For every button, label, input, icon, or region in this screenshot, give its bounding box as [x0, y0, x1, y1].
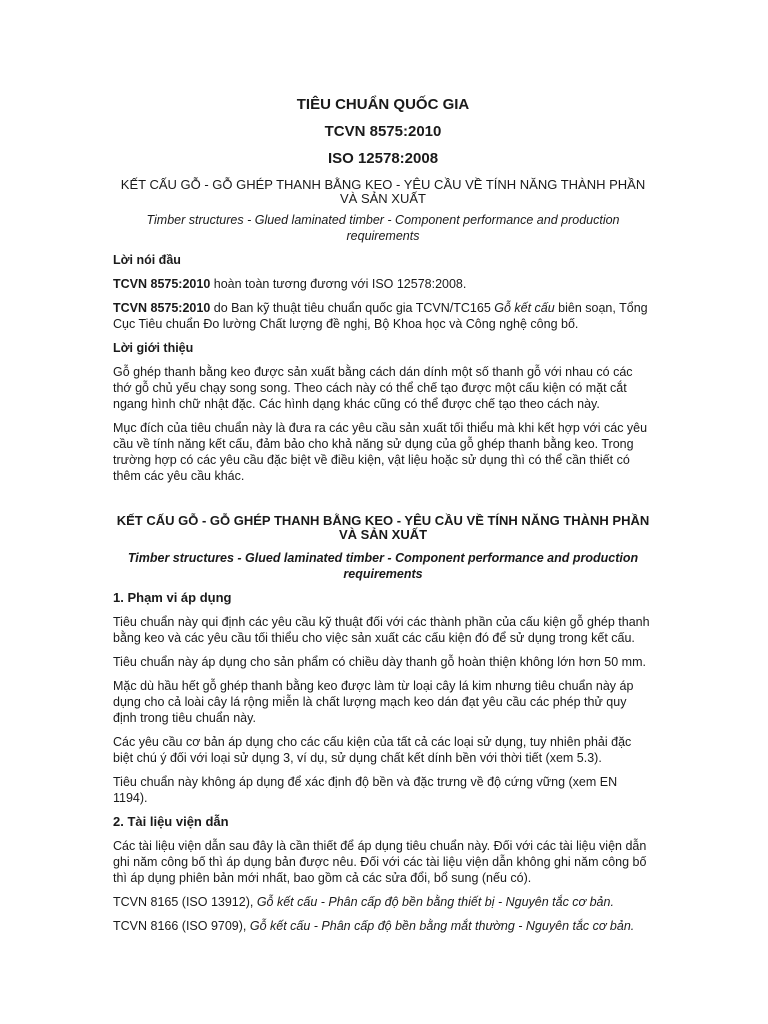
scope-heading: 1. Phạm vi áp dụng: [113, 590, 232, 605]
standard-title-vietnamese: KẾT CẤU GỖ - GỖ GHÉP THANH BẰNG KEO - YÊU CẦU VỀ TÍNH NĂNG THÀNH PHẦN VÀ SẢN XUẤT: [116, 513, 650, 542]
intro-heading: Lời giới thiệu: [113, 341, 194, 355]
references-paragraph-1: Các tài liệu viện dẫn sau đây là cần thiết để áp dụng tiêu chuẩn này. Đối với các tài liệu viện dẫn ghi năm công bố thì áp dụng bản được nêu. Đối với các tài liệu viện dẫn không ghi năm công bố thì áp dụng phiên bản mới nhất, bao gồm cả các sửa đổi, bổ sung (nếu có).: [113, 839, 647, 885]
reference-code-2: TCVN 8166 (ISO 9709),: [113, 919, 250, 933]
tcvn-code: TCVN 8575:2010: [324, 123, 442, 140]
reference-title-1: Gỗ kết cấu - Phân cấp độ bền bằng thiết bị - Nguyên tắc cơ bản.: [256, 895, 614, 909]
reference-item-1: [113, 894, 653, 910]
document-page: [113, 96, 653, 934]
foreword-paragraph-2: [113, 300, 653, 332]
scope-paragraph-2: Tiêu chuẩn này áp dụng cho sản phẩm có chiều dày thanh gỗ hoàn thiện không lớn hơn 50 mm.: [113, 655, 646, 669]
foreword-paragraph-1: [113, 276, 653, 292]
intro-paragraph-2: Mục đích của tiêu chuẩn này là đưa ra các yêu cầu sản xuất tối thiểu mà khi kết hợp với các yêu cầu về tính năng kết cấu, đảm bảo cho khả năng sử dụng của gỗ ghép thanh bằng keo. Trong trường hợp có các yêu cầu đặc biệt về điều kiện, vật liệu hoặc sử dụng thì có thể cần thiết có thêm các yêu cầu khác.: [113, 421, 648, 483]
intro-paragraph-1: Gỗ ghép thanh bằng keo được sản xuất bằng cách dán dính một số thanh gỗ với nhau có các thớ gỗ chủ yếu chạy song song. Theo cách này có thể chế tạo được một cấu kiện có mặt cắt ngang hình chữ nhật đặc. Các hình dạng khác cũng có thể được chế tạo theo cách này.: [113, 365, 633, 411]
foreword-code-2: TCVN 8575:2010: [113, 301, 211, 315]
scope-paragraph-3: Mặc dù hầu hết gỗ ghép thanh bằng keo được làm từ loại cây lá kim nhưng tiêu chuẩn này áp dụng cho cả loài cây lá rộng miễn là chất lượng mạch keo dán đạt yêu cầu các phép thử quy định trong tiêu chuẩn này.: [113, 679, 634, 725]
references-heading: 2. Tài liệu viện dẫn: [113, 814, 229, 829]
scope-paragraph-1: Tiêu chuẩn này qui định các yêu cầu kỹ thuật đối với các thành phần của cấu kiện gỗ ghép thanh bằng keo và các yêu cầu tối thiểu cho việc sản xuất các cấu kiện đó để sử dụng trong kết cấu.: [113, 615, 650, 645]
document-title: TIÊU CHUẨN QUỐC GIA: [296, 96, 470, 113]
reference-code-1: TCVN 8165 (ISO 13912),: [113, 895, 257, 909]
foreword-text-2a: do Ban kỹ thuật tiêu chuẩn quốc gia TCVN/TC165: [210, 301, 495, 315]
reference-item-2: [113, 918, 653, 934]
title-vietnamese: KẾT CẤU GỖ - GỖ GHÉP THANH BẰNG KEO - YÊU CẦU VỀ TÍNH NĂNG THÀNH PHẦN VÀ SẢN XUẤT: [120, 177, 646, 206]
scope-paragraph-4: Các yêu cầu cơ bản áp dụng cho các cấu kiện của tất cả các loại sử dụng, tuy nhiên phải đặc biệt chú ý đối với loại sử dụng 3, ví dụ, sử dụng chất kết dính bền với thời tiết (xem 5.3).: [113, 735, 632, 765]
foreword-heading: Lời nói đầu: [113, 253, 181, 267]
foreword-text-2b: biên soạn, Tổng Cục Tiêu chuẩn Đo lường Chất lượng đề nghị, Bộ Khoa học và Công nghệ công bố.: [113, 301, 648, 331]
iso-code: ISO 12578:2008: [327, 150, 439, 167]
foreword-text-1: hoàn toàn tương đương với ISO 12578:2008.: [210, 277, 467, 291]
foreword-italic: Gỗ kết cấu: [494, 301, 555, 315]
scope-paragraph-5: Tiêu chuẩn này không áp dụng để xác định độ bền và đặc trưng về độ cứng vững (xem EN 1194).: [113, 775, 618, 805]
foreword-code-1: TCVN 8575:2010: [113, 277, 211, 291]
title-english: Timber structures - Glued laminated timber - Component performance and production requirements: [146, 213, 620, 243]
standard-title-english: Timber structures - Glued laminated timber - Component performance and production requirements: [127, 551, 639, 581]
reference-title-2: Gỗ kết cấu - Phân cấp độ bền bằng mắt thường - Nguyên tắc cơ bản.: [249, 919, 635, 933]
